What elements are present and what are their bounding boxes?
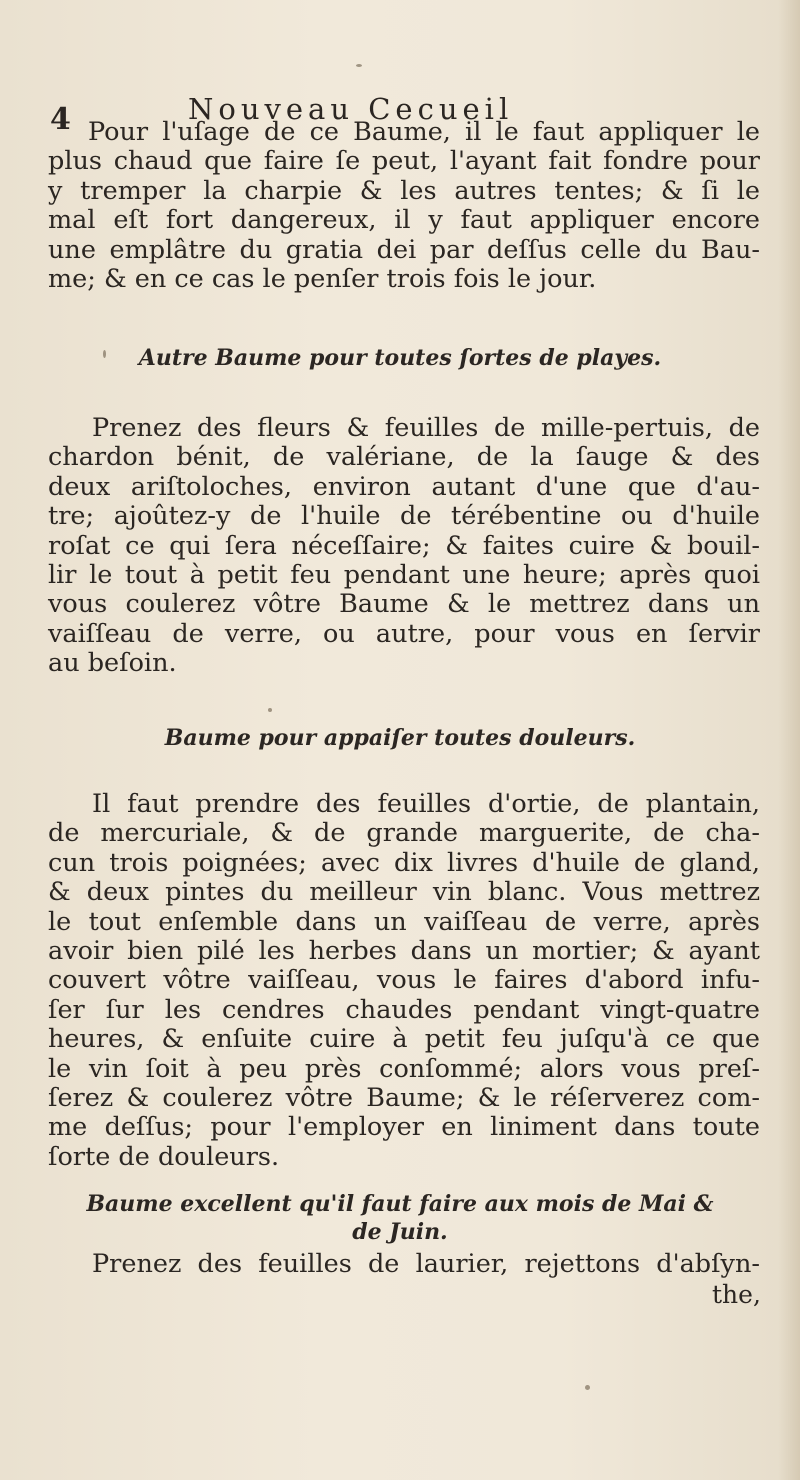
page-number: 4 [50,102,71,137]
text-line: vous coulerez vôtre Baume & le mettrez dans un [48,589,760,620]
text-line: une emplâtre du gratia dei par deſſus celle du Bau- [48,234,760,265]
paragraph-recipe-1 [48,414,760,679]
text-line: Prenez des fleurs & feuilles de mille-pertuis, de [92,413,760,443]
section-heading [0,344,800,372]
text-line: de mercuriale, & de grande marguerite, de cha- [48,818,760,849]
text-line: Il faut prendre des feuilles d'ortie, de plantain, [92,789,760,819]
text-line: le tout enſemble dans un vaiſſeau de verre, après [48,906,760,937]
text-line: roſat ce qui ſera néceſſaire; & faites cuire & bouil- [48,530,760,561]
ink-speck [356,64,362,67]
section-heading [0,724,800,752]
text-line: ſorte de douleurs. [48,1141,280,1172]
text-line: me; & en ce cas le penſer trois fois le jour. [48,263,597,294]
text-line: deux ariſtoloches, environ autant d'une que d'au- [48,471,760,502]
section-heading [0,1190,800,1246]
text-line: tre; ajoûtez-y de l'huile de térébentine ou d'huile [48,501,760,532]
text-line: chardon bénit, de valériane, de la ſauge & des [48,442,760,473]
ink-speck [268,708,272,712]
paragraph-usage [48,118,760,294]
running-title: Nouveau Cecueil [188,92,514,126]
text-line: mal eſt fort dangereux, il y faut appliquer encore [48,205,760,236]
text-line: y tremper la charpie & les autres tentes; & ſi le [48,175,760,206]
text-line: heures, & enſuite cuire à petit feu juſqu'à ce que [48,1024,760,1055]
text-line: lir le tout à petit feu pendant une heure; après quoi [48,559,760,590]
text-line: ſerez & coulerez vôtre Baume; & le réſerverez com- [48,1082,760,1113]
catchword: the, [712,1280,761,1309]
paragraph-recipe-2 [48,790,760,1172]
heading-line: de Juin. [352,1219,448,1245]
text-line: au beſoin. [48,648,177,679]
text-line: Pour l'uſage de ce Baume, il le faut appliquer le [88,117,760,147]
text-line: vaiſſeau de verre, ou autre, pour vous en ſervir [48,618,760,649]
paragraph-recipe-3 [48,1250,760,1279]
text-line: cun trois poignées; avec dix livres d'huile de gland, [48,847,760,878]
text-line: couvert vôtre vaiſſeau, vous le faires d'abord infu- [48,965,760,996]
heading-line: Baume pour appaiſer toutes douleurs. [164,725,636,751]
heading-line: Autre Baume pour toutes ſortes de playes. [138,345,662,371]
text-line: ſer ſur les cendres chaudes pendant vingt-quatre [48,994,760,1025]
ink-speck [585,1385,590,1390]
text-line: le vin ſoit à peu près conſommé; alors vous preſ- [48,1053,760,1084]
text-line: plus chaud que faire ſe peut, l'ayant fait fondre pour [48,146,760,177]
heading-line: Baume excellent qu'il faut faire aux mois de Mai & [86,1191,714,1217]
text-line: avoir bien pilé les herbes dans un mortier; & ayant [48,935,760,966]
text-line: & deux pintes du meilleur vin blanc. Vous mettrez [48,877,760,908]
text-line: me deſſus; pour l'employer en liniment dans toute [48,1112,760,1143]
text-line: Prenez des feuilles de laurier, rejettons d'abſyn- [92,1249,760,1279]
